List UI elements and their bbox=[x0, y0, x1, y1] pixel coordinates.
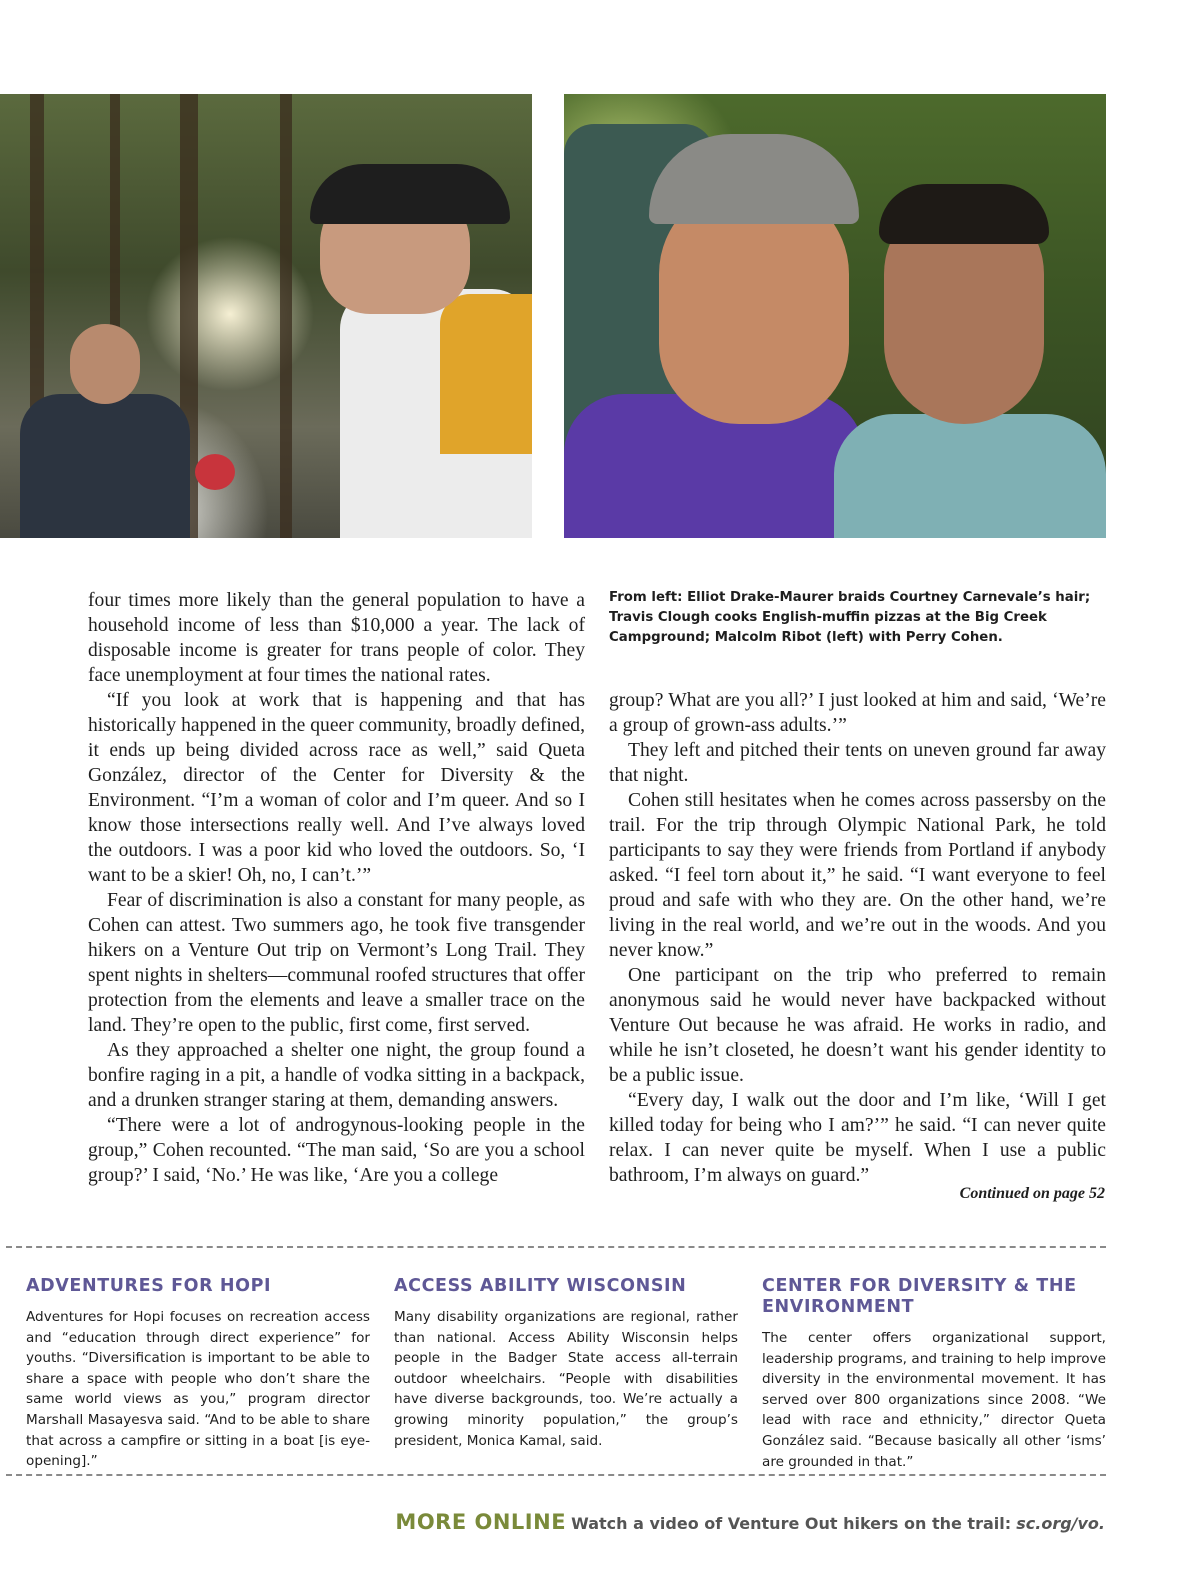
paragraph: Fear of discrimination is also a constant for many people, as Cohen can attest. Two summers ago, he took five transgender hikers on a Venture Out trip on Vermont’s Long Trail. They spent nights in shelters—communal roofed structures that offer protection from the elements and leave a smaller trace on the land. They’re open to the public, first come, first served. bbox=[88, 890, 585, 1036]
more-online-text: Watch a video of Venture Out hikers on the trail: bbox=[571, 1514, 1012, 1533]
paragraph: They left and pitched their tents on uneven ground far away that night. bbox=[609, 740, 1106, 786]
paragraph: Cohen still hesitates when he comes across passersby on the trail. For the trip through Olympic National Park, he told participants to say they were friends from Portland if anybody asked. “I feel torn about it,” he said. “I want everyone to feel proud and safe with who they are. On the other hand, we’re living in the real world, and we’re out in the woods. And you never know.” bbox=[609, 790, 1106, 961]
continued-line: Continued on page 52 bbox=[959, 1185, 1105, 1202]
sidebar-body: The center offers organizational support, leadership programs, and training to help improve diversity in the environmental movement. It has served over 800 organizations since 2008. “We lead with race and ethnicity,” director Queta González said. “Because basically all other ‘isms’ are grounded in that.” bbox=[762, 1330, 1106, 1470]
paragraph: four times more likely than the general population to have a household income of less than $10,000 a year. The lack of disposable income is greater for trans people of color. They face unemployment at four times the national rates. bbox=[88, 590, 585, 686]
paragraph: As they approached a shelter one night, the group found a bonfire raging in a pit, a handle of vodka sitting in a backpack, and a drunken stranger staring at them, demanding answers. bbox=[88, 1040, 585, 1111]
photo-caption: From left: Elliot Drake-Maurer braids Courtney Carnevale’s hair; Travis Clough cooks English-muffin pizzas at the Big Creek Campground; Malcolm Ribot (left) with Perry Cohen. bbox=[609, 590, 1091, 645]
more-online-footer bbox=[395, 1510, 1105, 1534]
more-online-link[interactable]: sc.org/vo. bbox=[1016, 1514, 1105, 1533]
paragraph: “There were a lot of androgynous-looking people in the group,” Cohen recounted. “The man said, ‘So are you a school group?’ I said, ‘No.’ He was like, ‘Are you a college bbox=[88, 1115, 585, 1186]
sidebar-adventures-for-hopi bbox=[26, 1276, 370, 1472]
paragraph: One participant on the trip who preferred to remain anonymous said he would never have backpacked without Venture Out because he was afraid. He works in radio, and while he isn’t closeted, he doesn’t want his gender identity to be a public issue. bbox=[609, 965, 1106, 1086]
campfire-cooking-photo bbox=[0, 94, 532, 538]
article-column-left bbox=[88, 588, 585, 1188]
paragraph: “Every day, I walk out the door and I’m like, ‘Will I get killed today for being who I am?’” he said. “I can never quite relax. I can never quite be myself. When I use a public bathroom, I’m always on guard.” bbox=[609, 1090, 1106, 1186]
divider bbox=[6, 1474, 1106, 1476]
sidebar-title: ACCESS ABILITY WISCONSIN bbox=[394, 1276, 687, 1296]
article-column-right bbox=[609, 688, 1106, 1188]
sidebar-body: Adventures for Hopi focuses on recreation access and “education through direct experience” for youths. “Diversification is important to be able to share a space with people who don’t share the same world views as you,” program director Marshall Masayesva said. “And to be able to share that across a campfire or sitting in a boat [is eye-opening].” bbox=[26, 1309, 370, 1470]
sidebar-body: Many disability organizations are regional, rather than national. Access Ability Wisconsin helps people in the Badger State access all-terrain outdoor wheelchairs. “People with disabilities have diverse backgrounds, too. We’re actually a growing minority population,” the group’s president, Monica Kamal, said. bbox=[394, 1309, 738, 1449]
more-online-label: MORE ONLINE bbox=[395, 1510, 567, 1534]
divider bbox=[6, 1246, 1106, 1248]
sidebar-center-for-diversity bbox=[762, 1276, 1106, 1472]
paragraph: “If you look at work that is happening and that has historically happened in the queer community, broadly defined, it ends up being divided across race as well,” said Queta González, director of the Center for Diversity & the Environment. “I’m a woman of color and I’m queer. And so I know those intersections really well. And I’ve always loved the outdoors. I was a poor kid who loved the outdoors. So, ‘I want to be a skier! Oh, no, I can’t.’” bbox=[88, 690, 585, 886]
paragraph: group? What are you all?’ I just looked at him and said, ‘We’re a group of grown-ass adults.’” bbox=[609, 690, 1106, 736]
smiling-hikers-photo bbox=[564, 94, 1106, 538]
sidebar-access-ability-wisconsin bbox=[394, 1276, 738, 1451]
sidebar-title: ADVENTURES FOR HOPI bbox=[26, 1276, 272, 1296]
sidebar-title: CENTER FOR DIVERSITY & THE ENVIRONMENT bbox=[762, 1276, 1077, 1317]
